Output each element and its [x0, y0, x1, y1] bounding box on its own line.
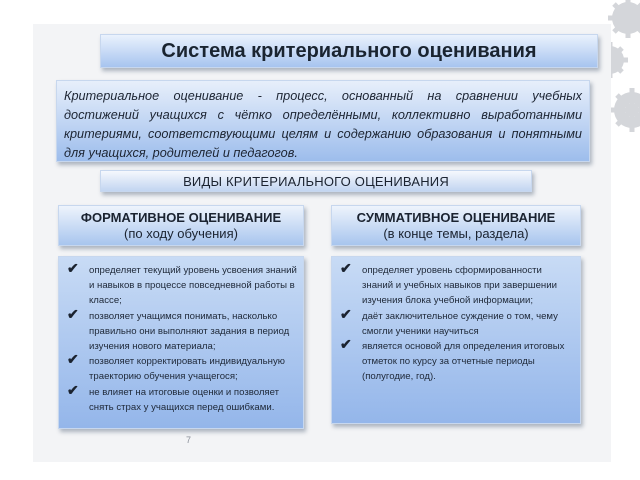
- formative-title: ФОРМАТИВНОЕ ОЦЕНИВАНИЕ: [80, 210, 282, 225]
- list-item-text: является основой для определения итоговых отметок по курсу за отчетные периоды (полугодие, год).: [362, 341, 565, 383]
- page-number: 7: [186, 435, 192, 445]
- formative-list: [65, 260, 297, 415]
- summative-list-box: [331, 256, 581, 424]
- formative-list-box: [58, 256, 304, 429]
- formative-header: [58, 205, 304, 246]
- list-item: [65, 305, 297, 355]
- check-icon: ✔: [67, 351, 79, 368]
- formative-subtitle: (по ходу обучения): [124, 226, 238, 241]
- list-item-text: определяет уровень сформированности знаний и учебных навыков при завершении изучения блока учебной информации;: [362, 265, 557, 307]
- list-item: [338, 336, 574, 385]
- check-icon: ✔: [67, 305, 79, 322]
- list-item-text: определяет текущий уровень усвоения знаний и навыков в процессе повседневной работы в классе;: [89, 265, 297, 307]
- list-item: [65, 381, 297, 415]
- check-icon: ✔: [340, 260, 352, 276]
- definition-box: Критериальное оценивание - процесс, основанный на сравнении учебных достижений учащихся с чётко определёнными, коллективно выработанными критериями, соответствующими целям и содержанию образования и понятными для учащихся, родителей и педагогов.: [56, 80, 590, 162]
- summative-list: [338, 260, 574, 385]
- page-title: Система критериального оценивания: [100, 34, 598, 68]
- summative-title: СУММАТИВНОЕ ОЦЕНИВАНИЕ: [356, 210, 556, 225]
- list-item: [65, 260, 297, 309]
- list-item: [338, 260, 574, 309]
- check-icon: ✔: [340, 336, 352, 353]
- list-item-text: не влияет на итоговые оценки и позволяет снять страх у учащихся перед ошибками.: [89, 386, 280, 413]
- list-item: [65, 351, 297, 384]
- list-item-text: позволяет корректировать индивидуальную траекторию обучения учащегося;: [89, 356, 285, 383]
- list-item-text: даёт заключительное суждение о том, чему смогли ученики научиться: [362, 310, 558, 337]
- summative-header: [331, 205, 581, 246]
- check-icon: ✔: [340, 305, 352, 322]
- list-item-text: позволяет учащимся понимать, насколько правильно они выполняют задания в период изучения нового материала;: [89, 310, 290, 353]
- list-item: [338, 305, 574, 339]
- check-icon: ✔: [67, 381, 79, 398]
- summative-subtitle: (в конце темы, раздела): [383, 226, 529, 241]
- kinds-header: ВИДЫ КРИТЕРИАЛЬНОГО ОЦЕНИВАНИЯ: [100, 170, 532, 192]
- check-icon: ✔: [67, 260, 79, 276]
